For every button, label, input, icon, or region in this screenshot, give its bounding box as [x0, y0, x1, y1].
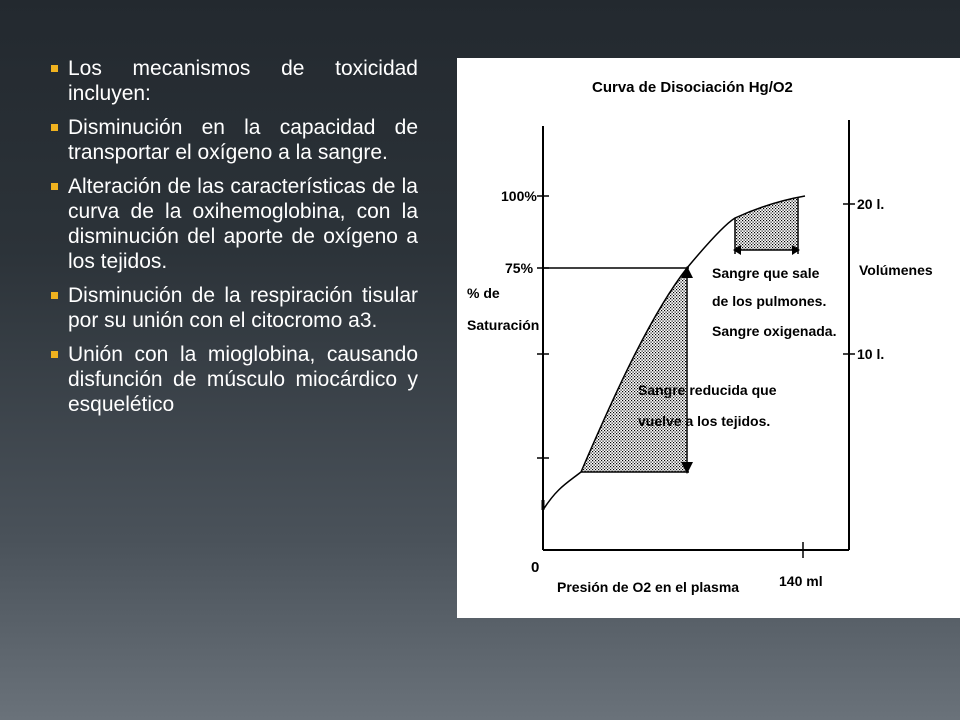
- annot-lower-line1: Sangre reducida que: [638, 382, 777, 398]
- x-axis-label: Presión de O2 en el plasma: [557, 579, 740, 595]
- bullet-text: Unión con la mioglobina, causando disfunción de músculo miocárdico y esquelético: [68, 343, 418, 416]
- label-140ml: 140 ml: [779, 573, 823, 589]
- y-label-line2: Saturación: [467, 317, 540, 333]
- reduced-blood-area: [581, 268, 687, 472]
- label-10l: 10 l.: [857, 346, 885, 362]
- bullet-text: Disminución en la capacidad de transportar el oxígeno a la sangre.: [68, 116, 418, 164]
- annot-upper-line3: Sangre oxigenada.: [712, 323, 837, 339]
- dissociation-curve-diagram: [457, 58, 960, 618]
- figure-title: Curva de Disociación Hg/O2: [592, 79, 793, 96]
- y-label-line1: % de: [467, 285, 500, 301]
- annot-upper-line2: de los pulmones.: [712, 293, 827, 309]
- bullet-item: [50, 342, 418, 417]
- bullet-text: Disminución de la respiración tisular por su unión con el citocromo a3.: [68, 284, 418, 332]
- dissociation-curve-figure: [457, 58, 960, 618]
- y-right-label: Volúmenes: [859, 262, 933, 278]
- annot-lower-line2: vuelve a los tejidos.: [638, 413, 771, 429]
- annot-upper-line1: Sangre que sale: [712, 265, 820, 281]
- bullet-square-icon: [51, 351, 58, 358]
- origin-label: 0: [531, 559, 540, 576]
- label-75: 75%: [505, 260, 534, 276]
- bullet-list: [50, 56, 418, 426]
- bullet-square-icon: [51, 65, 58, 72]
- bullet-item: [50, 115, 418, 165]
- bullet-item: [50, 283, 418, 333]
- bullet-square-icon: [51, 183, 58, 190]
- bullet-square-icon: [51, 292, 58, 299]
- bullet-item: [50, 174, 418, 274]
- bullet-text: Alteración de las características de la curva de la oxihemoglobina, con la disminución del aporte de oxígeno a los tejidos.: [68, 175, 418, 273]
- bullet-square-icon: [51, 124, 58, 131]
- bullet-item: [50, 56, 418, 106]
- label-20l: 20 l.: [857, 196, 885, 212]
- bullet-text: Los mecanismos de toxicidad incluyen:: [68, 57, 418, 105]
- label-100: 100%: [501, 188, 537, 204]
